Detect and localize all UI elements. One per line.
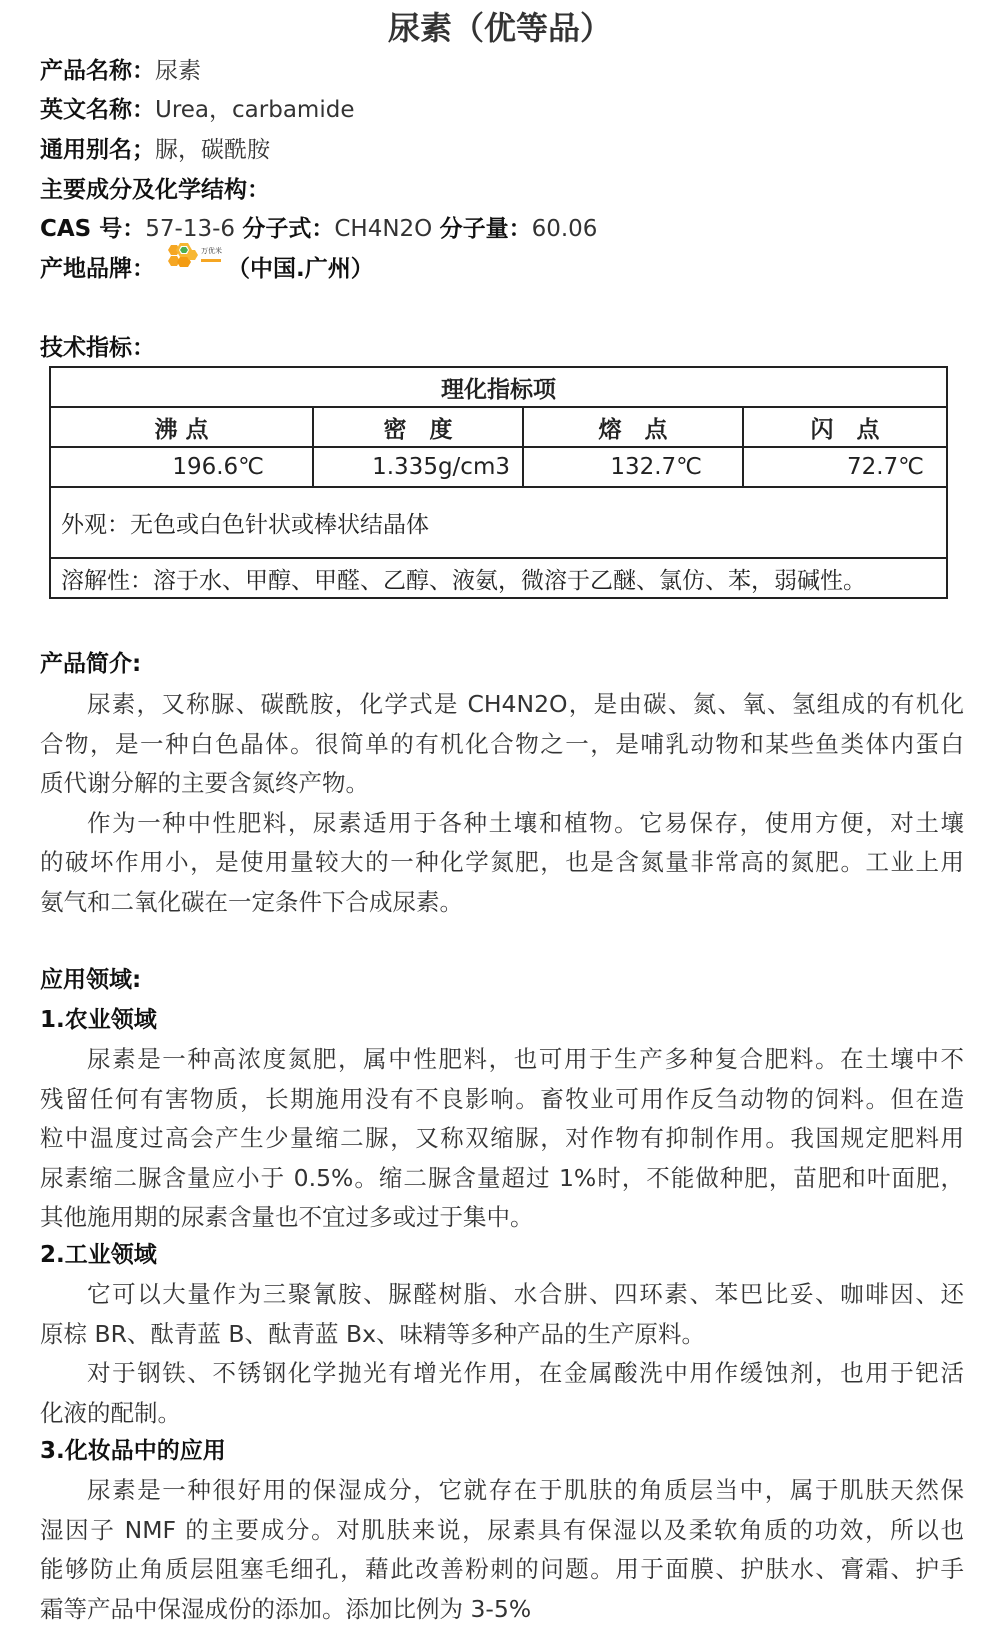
alias-row: [40, 135, 270, 165]
header-boiling-point: 沸 点: [50, 407, 313, 447]
label: 英文名称：: [40, 97, 155, 123]
value: （中国.广州）: [227, 256, 374, 282]
brand-logo: [165, 243, 225, 269]
header-density: 密 度: [313, 407, 523, 447]
cosmetics-heading: 3.化妆品中的应用: [40, 1438, 226, 1464]
english-name-row: [40, 95, 354, 125]
industry-text: [40, 1275, 964, 1433]
header-melting-point: 熔 点: [523, 407, 743, 447]
agriculture-text: [40, 1040, 964, 1238]
text-line: 尿素，又称脲、碳酰胺，化学式是 CH4N2O，是由碳、氮、氧、氢组成的有机化: [87, 690, 964, 718]
label: 通用别名；: [40, 137, 155, 163]
label: CAS 号：: [40, 216, 146, 242]
text-line: 质代谢分解的主要含氮终产物。: [40, 769, 369, 797]
table-header-row: [50, 407, 947, 447]
text-line: 粒中温度过高会产生少量缩二脲，又称双缩脲，对作物有抑制作用。我国规定肥料用: [40, 1124, 964, 1152]
text-line: 对于钢铁、不锈钢化学抛光有增光作用，在金属酸洗中用作缓蚀剂，也用于钯活: [87, 1359, 964, 1387]
text-line: 氨气和二氧化碳在一定条件下合成尿素。: [40, 887, 463, 916]
text-line: 霜等产品中保湿成份的添加。添加比例为 3-5%: [40, 1594, 532, 1623]
text-line: 它可以大量作为三聚氰胺、脲醛树脂、水合肼、四环素、苯巴比妥、咖啡因、还: [87, 1280, 964, 1308]
agriculture-heading: 1.农业领域: [40, 1007, 157, 1033]
label: 主要成分及化学结构：: [40, 177, 270, 203]
value: 57-13-6: [145, 216, 236, 242]
cas-row: [40, 214, 597, 244]
value: 脲，碳酰胺: [155, 137, 270, 163]
tech-heading: 技术指标：: [40, 335, 155, 361]
density-value: 1.335g/cm3: [313, 447, 523, 487]
text-line: 尿素缩二脲含量应小于 0.5%。缩二脲含量超过 1%时，不能做种肥，苗肥和叶面肥，: [40, 1163, 964, 1192]
table-row: [50, 447, 947, 487]
industry-heading: 2.工业领域: [40, 1242, 157, 1268]
applications-heading: 应用领域:: [40, 967, 142, 993]
text-line: 合物，是一种白色晶体。很简单的有机化合物之一，是哺乳动物和某些鱼类体内蛋白: [40, 729, 964, 758]
cosmetics-text: [40, 1471, 964, 1629]
text-line: 作为一种中性肥料，尿素适用于各种土壤和植物。它易保存，使用方便，对土壤: [87, 808, 964, 837]
value: 尿素: [155, 58, 201, 84]
text-line: 化液的配制。: [40, 1398, 181, 1427]
appearance-cell: 外观：无色或白色针状或棒状结晶体: [50, 487, 947, 558]
value: 60.06: [531, 216, 598, 242]
structure-row: [40, 175, 270, 205]
text-line: 的破坏作用小，是使用量较大的一种化学氮肥，也是含氮量非常高的氮肥。工业上用: [40, 848, 964, 876]
melting-point-value: 132.7℃: [523, 447, 743, 487]
solubility-cell: 溶解性：溶于水、甲醇、甲醛、乙醇、液氨，微溶于乙醚、氯仿、苯，弱碱性。: [50, 558, 947, 598]
header-flash-point: 闪 点: [743, 407, 947, 447]
spec-table: [49, 366, 948, 599]
label: 产地品牌：: [40, 256, 155, 282]
intro-text: [40, 685, 964, 922]
svg-text:万优米: 万优米: [201, 247, 222, 255]
text-line: 尿素是一种高浓度氮肥，属中性肥料，也可用于生产多种复合肥料。在土壤中不: [87, 1045, 964, 1073]
text-line: 原棕 BR、酞青蓝 B、酞青蓝 Bx、味精等多种产品的生产原料。: [40, 1319, 706, 1348]
value: CH4N2O: [334, 216, 433, 242]
table-title: 理化指标项: [50, 367, 947, 407]
product-name-row: [40, 56, 201, 86]
page-title: 尿素（优等品）: [387, 9, 612, 47]
text-line: 残留任何有害物质，长期施用没有不良影响。畜牧业可用作反刍动物的饲料。但在造: [40, 1084, 964, 1113]
label: 产品名称：: [40, 58, 155, 84]
flash-point-value: 72.7℃: [743, 447, 947, 487]
value: Urea，carbamide: [155, 97, 355, 123]
text-line: 湿因子 NMF 的主要成分。对肌肤来说，尿素具有保湿以及柔软角质的功效，所以也: [40, 1515, 964, 1544]
label: 分子式：: [242, 216, 335, 242]
label: 分子量：: [439, 216, 532, 242]
text-line: 尿素是一种很好用的保湿成分，它就存在于肌肤的角质层当中，属于肌肤天然保: [87, 1476, 964, 1504]
intro-heading: 产品简介:: [40, 651, 142, 677]
boiling-point-value: 196.6℃: [50, 447, 313, 487]
text-line: 能够防止角质层阻塞毛细孔，藉此改善粉刺的问题。用于面膜、护肤水、膏霜、护手: [40, 1555, 964, 1583]
text-line: 其他施用期的尿素含量也不宜过多或过于集中。: [40, 1203, 534, 1231]
